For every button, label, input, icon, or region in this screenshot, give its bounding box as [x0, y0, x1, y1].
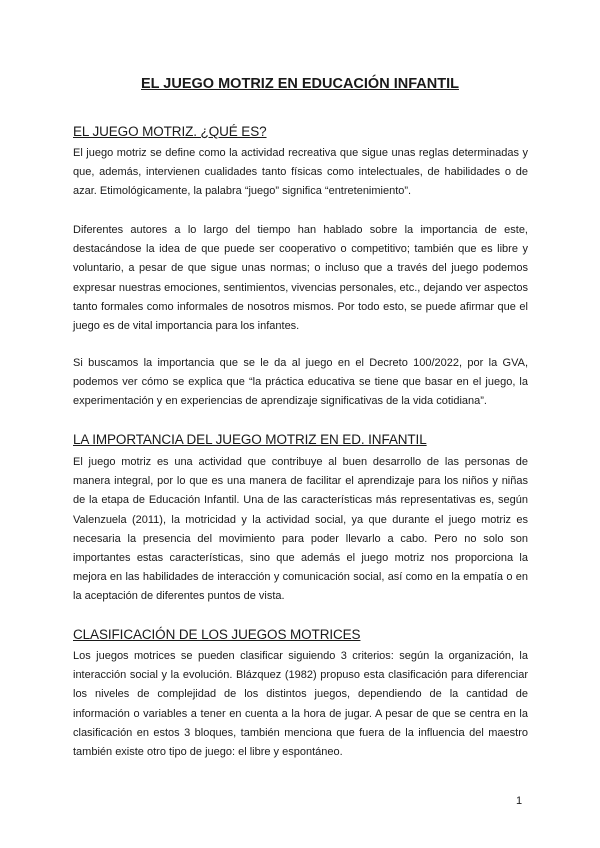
- paragraph-authors: Diferentes autores a lo largo del tiempo han hablado sobre la importancia de este, destacándose la idea de que puede ser cooperativo o competitivo; también que es libre y voluntario, a pesar de que sigue unas normas; o incluso que a través del juego podemos expresar nuestras emociones, sentimientos, vivencias personales, etc., dejando ver aspectos tanto formales como informales de nosotros mismos. Por todo esto, se puede afirmar que el juego es de vital importancia para los infantes.: [73, 224, 528, 333]
- paragraph-importance: El juego motriz es una actividad que contribuye al buen desarrollo de las personas de manera integral, por lo que es una manera de facilitar el aprendizaje para los niños y niñas de la etapa de Educación Infantil. Una de las características más representativas es, según Valenzuela (2011), la motricidad y la actividad social, ya que durante el juego motriz es necesaria la presencia del movimiento para poder llevarlo a cabo. Pero no solo son importantes estas características, sino que además el juego motriz nos proporciona la mejora en las habilidades de interacción y comunicación social, así como en la empatía o en la aceptación de diferentes puntos de vista.: [73, 456, 528, 603]
- paragraph-definition: El juego motriz se define como la actividad recreativa que sigue unas reglas determinadas y que, además, intervienen cualidades tanto físicas como intelectuales, de habilidades o de azar. Etimológicamente, la palabra “juego” significa “entretenimiento”.: [73, 147, 528, 198]
- document-title: EL JUEGO MOTRIZ EN EDUCACIÓN INFANTIL: [141, 76, 459, 92]
- paragraph-decree: Si buscamos la importancia que se le da al juego en el Decreto 100/2022, por la GVA, podemos ver cómo se explica que “la práctica educativa se tiene que basar en el juego, la experimentación y en experiencias de aprendizaje significativas de la vida cotidiana”.: [73, 357, 528, 408]
- section-heading-classification: CLASIFICACIÓN DE LOS JUEGOS MOTRICES: [73, 627, 361, 642]
- section-heading-what-is: EL JUEGO MOTRIZ. ¿QUÉ ES?: [73, 124, 267, 139]
- paragraph-classification: Los juegos motrices se pueden clasificar siguiendo 3 criterios: según la organización, la interacción social y la evolución. Blázquez (1982) propuso esta clasificación para diferenciar los niveles de complejidad de los distintos juegos, dependiendo de la cantidad de información o variables a tener en cuenta a la hora de jugar. A pesar de que se centra en la clasificación en estos 3 bloques, también menciona que fuera de la influencia del maestro también existe otro tipo de juego: el libre y espontáneo.: [73, 650, 528, 759]
- page-number: 1: [516, 795, 523, 807]
- section-heading-importance: LA IMPORTANCIA DEL JUEGO MOTRIZ EN ED. INFANTIL: [73, 432, 427, 447]
